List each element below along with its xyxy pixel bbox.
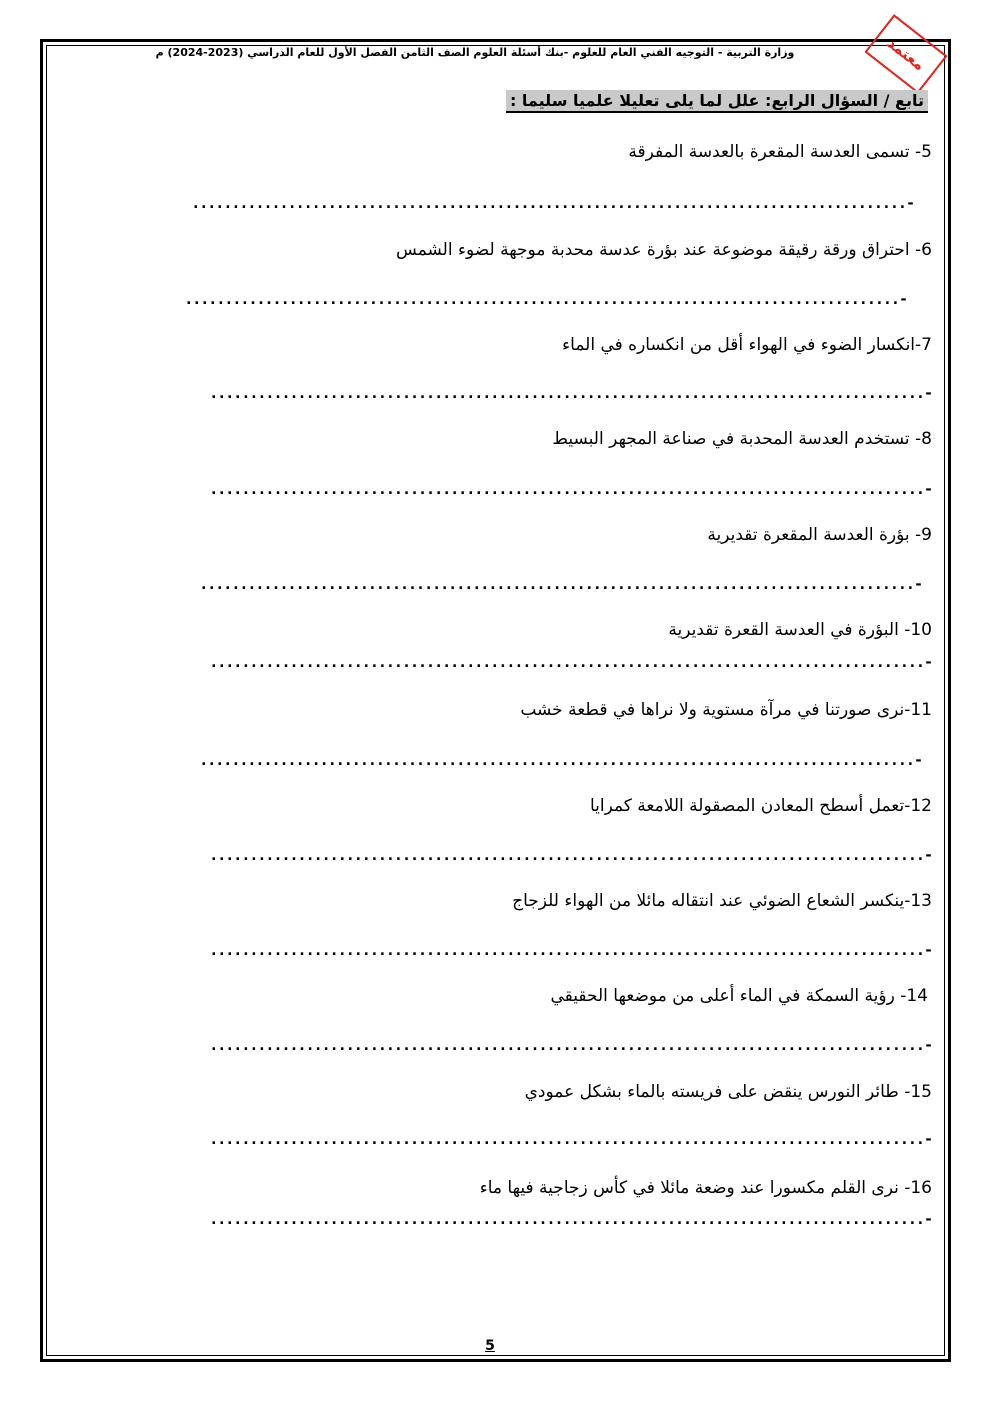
answer-line[interactable]: -......................................................................................... [209, 1210, 932, 1228]
stamp-label: معتمد [883, 33, 929, 75]
answer-line[interactable]: -......................................................................................... [209, 480, 932, 498]
answer-line[interactable]: -......................................................................................... [209, 653, 932, 671]
question-text: 8- تستخدم العدسة المحدبة في صناعة المجهر البسيط [552, 429, 932, 449]
question-text: 16- نرى القلم مكسورا عند وضعة مائلا في كأس زجاجية فيها ماء [479, 1178, 932, 1198]
document-header: وزارة التربية - التوجيه الفني العام للعلوم -بنك أسئلة العلوم الصف الثامن الفصل الأول للعام الدراسي (2023-2024) م [155, 46, 795, 59]
question-text: 9- بؤرة العدسة المقعرة تقديرية [707, 525, 932, 545]
answer-line[interactable]: -......................................................................................... [191, 194, 914, 212]
question-text: 15- طائر النورس ينقض على فريسته بالماء بشكل عمودي [524, 1082, 932, 1102]
answer-line[interactable]: -......................................................................................... [199, 575, 922, 593]
answer-line[interactable]: -......................................................................................... [209, 846, 932, 864]
section-title: تابع / السؤال الرابع: علل لما يلى تعليلا علميا سليما : [506, 90, 928, 113]
answer-line[interactable]: -......................................................................................... [199, 751, 922, 769]
answer-line[interactable]: -......................................................................................... [209, 1130, 932, 1148]
question-text: 11-نرى صورتنا في مرآة مستوية ولا نراها في قطعة خشب [520, 700, 932, 720]
question-text: 14- رؤية السمكة في الماء أعلى من موضعها الحقيقي [550, 986, 928, 1006]
answer-line[interactable]: -......................................................................................... [184, 290, 907, 308]
answer-line[interactable]: -......................................................................................... [209, 941, 932, 959]
question-text: 13-ينكسر الشعاع الضوئي عند انتقاله مائلا من الهواء للزجاج [512, 891, 932, 911]
page-number: 5 [485, 1338, 495, 1354]
question-text: 7-انكسار الضوء في الهواء أقل من انكساره في الماء [562, 335, 932, 355]
question-text: 6- احتراق ورقة رقيقة موضوعة عند بؤرة عدسة محدبة موجهة لضوء الشمس [396, 240, 932, 260]
question-text: 5- تسمى العدسة المقعرة بالعدسة المفرقة [628, 142, 932, 162]
answer-line[interactable]: -......................................................................................... [209, 1036, 932, 1054]
question-text: 12-تعمل أسطح المعادن المصقولة اللامعة كمرايا [589, 796, 932, 816]
question-text: 10- البؤرة في العدسة القعرة تقديرية [668, 620, 932, 640]
answer-line[interactable]: -......................................................................................... [209, 384, 932, 402]
